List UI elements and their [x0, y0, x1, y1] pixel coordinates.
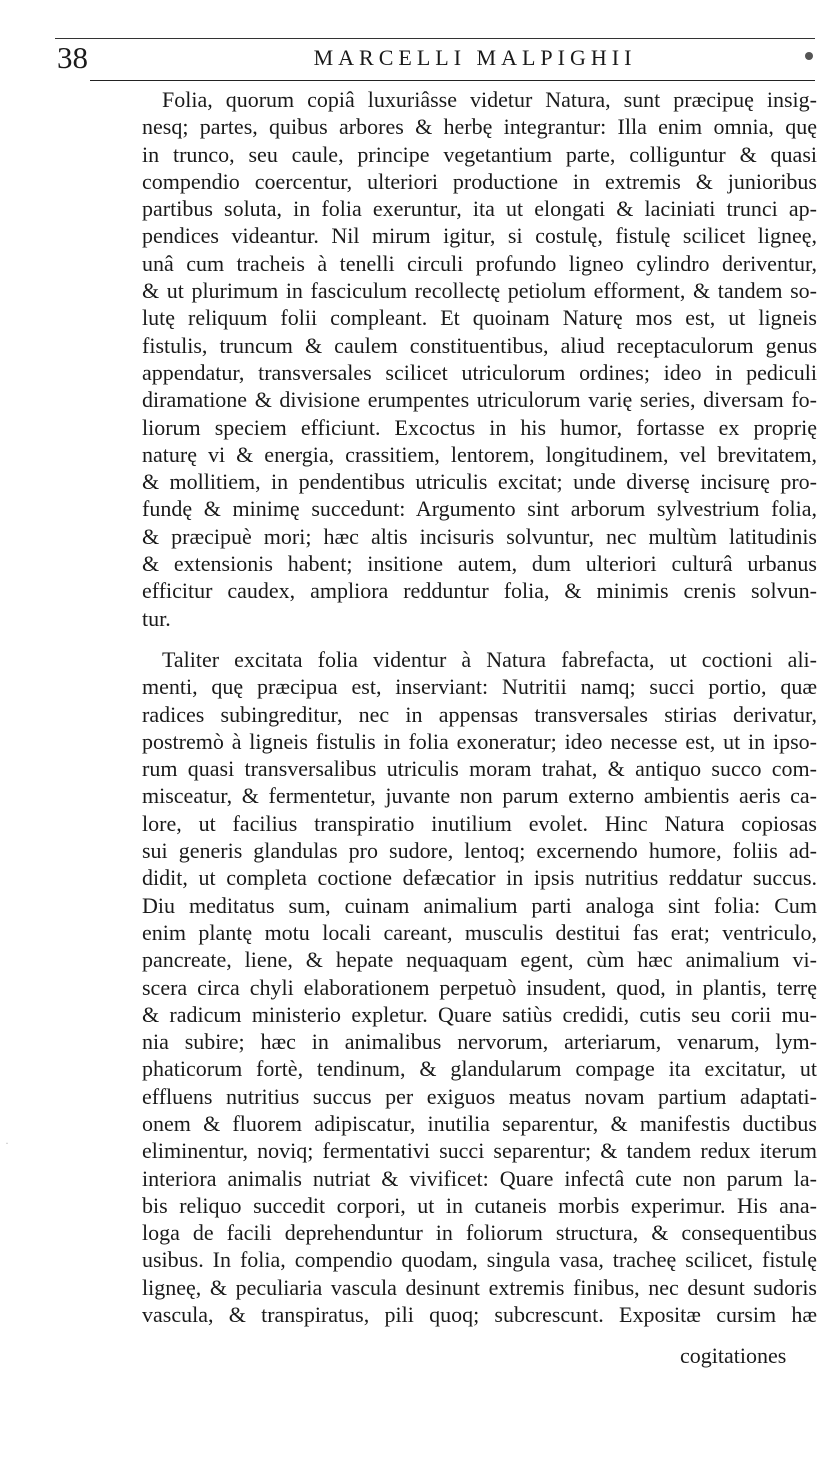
- text-line: nia subire; hæc in animalibus nervorum, arteriarum, venarum, lym-: [142, 1029, 817, 1055]
- text-line: phaticorum fortè, tendinum, & glandularum compage ita excitatur, ut: [142, 1056, 817, 1082]
- text-line: enim plantę motu locali careant, musculis destitui fas erat; ventriculo,: [142, 919, 817, 945]
- text-line: & radicum ministerio expletur. Quare satiùs credidi, cutis seu corii mu-: [142, 1001, 817, 1027]
- text-line: liorum speciem efficiunt. Excoctus in his humor, fortasse ex proprię: [142, 414, 817, 440]
- paragraph: [142, 646, 817, 1328]
- text-line: pancreate, liene, & hepate nequaquam egent, cùm hæc animalium vi-: [142, 947, 817, 973]
- header-ornament-dot: [805, 52, 813, 60]
- text-line: lore, ut facilius transpiratio inutilium evolet. Hinc Natura copiosas: [142, 810, 817, 836]
- text-line: diramatione & divisione erumpentes utriculorum varię series, diversam fo-: [142, 387, 817, 413]
- text-line: & extensionis habent; insitione autem, dum ulteriori culturâ urbanus: [142, 551, 817, 577]
- text-line: misceatur, & fermentetur, juvante non parum externo ambientis aeris ca-: [142, 783, 817, 809]
- text-line: nesq; partes, quibus arbores & herbę integrantur: Illa enim omnia, quę: [142, 114, 817, 140]
- text-line: eliminentur, noviq; fermentativi succi separentur; & tandem redux iterum: [142, 1138, 817, 1164]
- text-line: sui generis glandulas pro sudore, lentoq; excernendo humore, foliis ad-: [142, 838, 817, 864]
- margin-speck: ·: [5, 1136, 9, 1150]
- text-line: usibus. In folia, compendio quodam, singula vasa, tracheę scilicet, fistulę: [142, 1247, 817, 1273]
- text-line: partibus soluta, in folia exeruntur, ita ut elongati & laciniati trunci ap-: [142, 196, 817, 222]
- text-line: Folia, quorum copiâ luxuriâsse videtur Natura, sunt præcipuę insig-: [162, 87, 817, 112]
- text-line: naturę vi & energia, crassitiem, lentorem, longitudinem, vel brevitatem,: [142, 441, 817, 467]
- text-line: appendatur, transversales scilicet utriculorum ordines; ideo in pediculi: [142, 359, 817, 385]
- page-number: 38: [57, 40, 88, 75]
- paragraph: [142, 86, 817, 632]
- text-line: vascula, & transpiratus, pili quoq; subcrescunt. Expositæ cursim hæ: [142, 1302, 817, 1328]
- text-line: lutę reliquum folii compleant. Et quoinam Naturę mos est, ut ligneis: [142, 305, 817, 331]
- text-line: efficitur caudex, ampliora redduntur folia, & minimis crenis solvun-: [142, 578, 817, 604]
- text-line: Taliter excitata folia videntur à Natura fabrefacta, ut coctioni ali-: [162, 646, 817, 672]
- text-line: & præcipuè mori; hæc altis incisuris solvuntur, nec multùm latitudinis: [142, 523, 817, 549]
- text-line: unâ cum tracheis à tenelli circuli profundo ligneo cylindro deriventur,: [142, 250, 817, 276]
- text-line: postremò à ligneis fistulis in folia exoneratur; ideo necesse est, ut in ipso-: [142, 728, 817, 754]
- text-line: effluens nutritius succus per exiguos meatus novam partium adaptati-: [142, 1083, 817, 1109]
- text-line: fistulis, truncum & caulem constituentibus, aliud receptaculorum genus: [142, 332, 817, 358]
- text-line: loga de facili deprehenduntur in foliorum structura, & consequentibus: [142, 1220, 817, 1246]
- text-line: menti, quę præcipua est, inserviant: Nutritii namq; succi portio, quæ: [142, 674, 817, 700]
- catchword: cogitationes: [680, 1343, 787, 1368]
- text-line: ligneę, & peculiaria vascula desinunt extremis finibus, nec desunt sudoris: [142, 1274, 817, 1300]
- running-head: MARCELLI MALPIGHII: [313, 45, 637, 70]
- text-line: compendio coercentur, ulteriori productione in extremis & junioribus: [142, 168, 817, 194]
- text-line: didit, ut completa coctione defæcatior in ipsis nutritius reddatur succus.: [142, 865, 817, 891]
- text-line: in trunco, seu caule, principe vegetantium parte, colliguntur & quasi: [142, 141, 817, 167]
- body-text: [142, 86, 817, 1328]
- text-line: onem & fluorem adipiscatur, inutilia separentur, & manifestis ductibus: [142, 1110, 817, 1136]
- text-line: bis reliquo succedit corpori, ut in cutaneis morbis experimur. His ana-: [142, 1192, 817, 1218]
- text-line: & mollitiem, in pendentibus utriculis excitat; unde diversę incisurę pro-: [142, 469, 817, 495]
- text-line: scera circa chyli elaborationem perpetuò insudent, quod, in plantis, terrę: [142, 974, 817, 1000]
- text-line: pendices videantur. Nil mirum igitur, si costulę, fistulę scilicet ligneę,: [142, 223, 817, 249]
- text-line: tur.: [142, 605, 171, 631]
- text-line: rum quasi transversalibus utriculis moram trahat, & antiquo succo com-: [142, 756, 817, 782]
- text-line: Diu meditatus sum, cuinam animalium parti analoga sint folia: Cum: [142, 892, 817, 918]
- text-line: & ut plurimum in fasciculum recollectę petiolum efforment, & tandem so-: [142, 278, 817, 304]
- page-header: [55, 40, 815, 76]
- header-top-rule: [55, 38, 815, 39]
- text-line: interiora animalis nutriat & vivificet: Quare infectâ cute non parum la-: [142, 1165, 817, 1191]
- text-line: fundę & minimę succedunt: Argumento sint arborum sylvestrium folia,: [142, 496, 817, 522]
- header-bottom-rule: [90, 80, 815, 81]
- text-line: radices subingreditur, nec in appensas transversales stirias derivatur,: [142, 701, 817, 727]
